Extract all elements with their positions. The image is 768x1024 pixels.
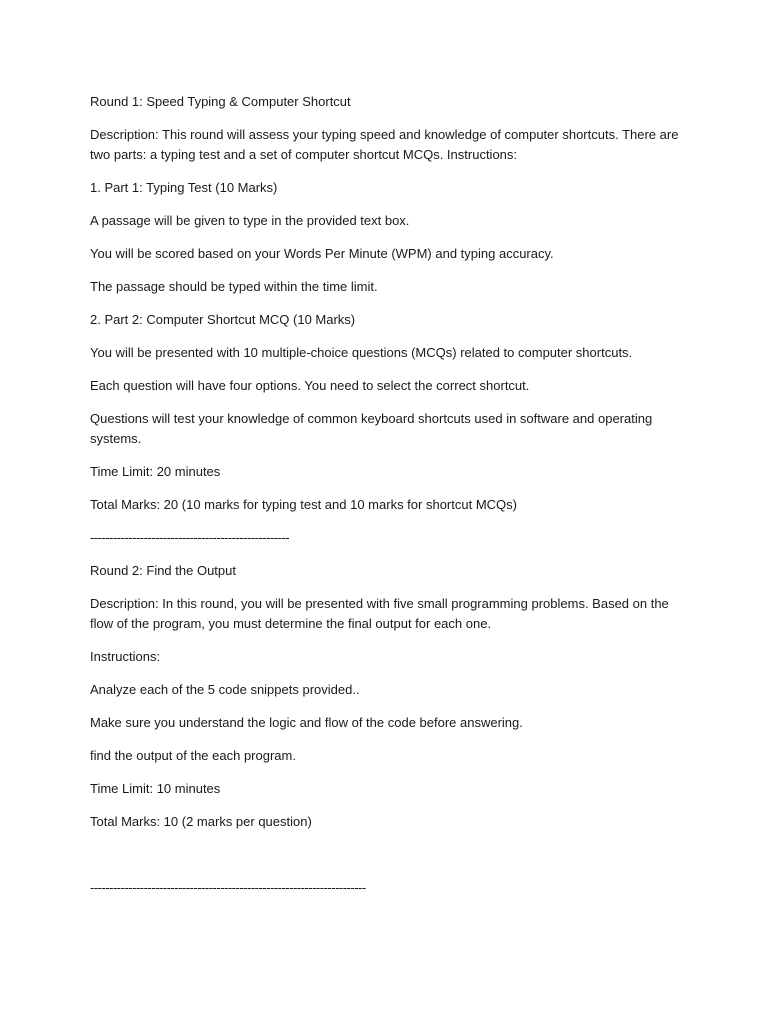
- section-separator-end: ------------------------------------------------------------------------: [90, 880, 366, 895]
- round1-part2-line3: Questions will test your knowledge of common keyboard shortcuts used in software and operating systems.: [90, 411, 653, 446]
- document-body: [90, 92, 680, 911]
- round2-total-marks: Total Marks: 10 (2 marks per question): [90, 814, 312, 829]
- blank-space: [90, 845, 680, 878]
- round1-part1-line1: A passage will be given to type in the provided text box.: [90, 213, 410, 228]
- round1-total-marks: Total Marks: 20 (10 marks for typing test and 10 marks for shortcut MCQs): [90, 497, 517, 512]
- round1-part2-line2: Each question will have four options. You need to select the correct shortcut.: [90, 378, 530, 393]
- round1-description: Description: This round will assess your typing speed and knowledge of computer shortcuts. There are two parts: a typing test and a set of computer shortcut MCQs. Instructions:: [90, 127, 679, 162]
- section-separator: ----------------------------------------------------: [90, 530, 290, 545]
- round2-line1: Analyze each of the 5 code snippets provided..: [90, 682, 360, 697]
- round1-part2-line1: You will be presented with 10 multiple-choice questions (MCQs) related to computer shortcuts.: [90, 345, 633, 360]
- round2-title: Round 2: Find the Output: [90, 563, 236, 578]
- round1-part1-heading: 1. Part 1: Typing Test (10 Marks): [90, 180, 278, 195]
- round2-line2: Make sure you understand the logic and flow of the code before answering.: [90, 715, 523, 730]
- round2-instructions-label: Instructions:: [90, 649, 161, 664]
- round1-part1-line3: The passage should be typed within the time limit.: [90, 279, 378, 294]
- round1-part2-heading: 2. Part 2: Computer Shortcut MCQ (10 Marks): [90, 312, 356, 327]
- round2-time-limit: Time Limit: 10 minutes: [90, 781, 221, 796]
- round2-description: Description: In this round, you will be presented with five small programming problems. Based on the flow of the program, you must determine the final output for each one.: [90, 596, 669, 631]
- round2-line3: find the output of the each program.: [90, 748, 296, 763]
- round1-time-limit: Time Limit: 20 minutes: [90, 464, 221, 479]
- round1-part1-line2: You will be scored based on your Words Per Minute (WPM) and typing accuracy.: [90, 246, 554, 261]
- round1-title: Round 1: Speed Typing & Computer Shortcut: [90, 94, 351, 109]
